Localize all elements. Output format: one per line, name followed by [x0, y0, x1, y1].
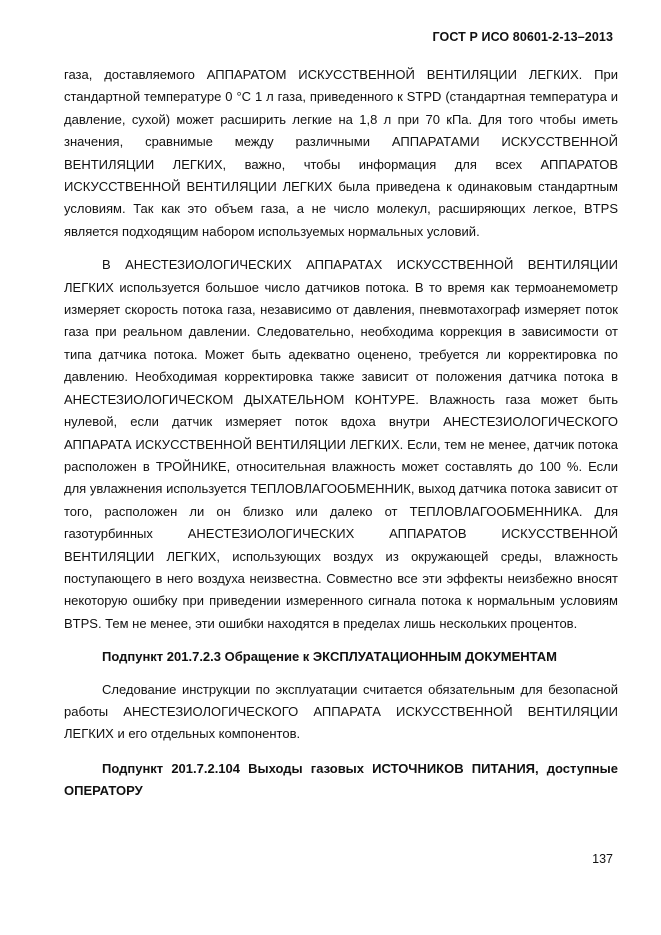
subheading-201-7-2-3: Подпункт 201.7.2.3 Обращение к ЭКСПЛУАТАЦИОННЫМ ДОКУМЕНТАМ: [102, 649, 557, 665]
subheading-201-7-2-104: Подпункт 201.7.2.104 Выходы газовых ИСТОЧНИКОВ ПИТАНИЯ, доступные ОПЕРАТОРУ: [64, 760, 618, 799]
paragraph-flow-sensors: В АНЕСТЕЗИОЛОГИЧЕСКИХ АППАРАТАХ ИСКУССТВЕННОЙ ВЕНТИЛЯЦИИ ЛЕГКИХ используется большое число датчиков потока. В то время как термоанемометр измеряет скорость потока газа, независимо от давления, пневмотахограф измеряет поток газа при реальном давлении. Следовательно, необходима коррекция в зависимости от типа датчика потока. Может быть адекватно оценено, требуется ли корректировка по давлению. Необходимая корректировка также зависит от положения датчика потока в АНЕСТЕЗИОЛОГИЧЕСКОМ ДЫХАТЕЛЬНОМ КОНТУРЕ. Влажность газа может быть нулевой, если датчик измеряет поток вдоха внутри АНЕСТЕЗИОЛОГИЧЕСКОГО АППАРАТА ИСКУССТВЕННОЙ ВЕНТИЛЯЦИИ ЛЕГКИХ. Если, тем не менее, датчик потока расположен в ТРОЙНИКЕ, относительная влажность может составлять до 100 %. Если для увлажнения используется ТЕПЛОВЛАГООБМЕННИК, выход датчика потока зависит от того, расположен ли он близко или далеко от ТЕПЛОВЛАГООБМЕННИКА. Для газотурбинных АНЕСТЕЗИОЛОГИЧЕСКИХ АППАРАТОВ ИСКУССТВЕННОЙ ВЕНТИЛЯЦИИ ЛЕГКИХ, использующих воздух из окружающей среды, влажность поступающего в него воздуха неизвестна. Совместно все эти эффекты неизбежно вносят некоторую ошибку при приведении измеренного сигнала потока к нормальным условиям BTPS. Тем не менее, эти ошибки находятся в пределах лишь нескольких процентов.: [64, 257, 618, 631]
paragraph-instructions: Следование инструкции по эксплуатации считается обязательным для безопасной работы АНЕСТЕЗИОЛОГИЧЕСКОГО АППАРАТА ИСКУССТВЕННОЙ ВЕНТИЛЯЦИИ ЛЕГКИХ и его отдельных компонентов.: [64, 681, 618, 742]
paragraph-gas-conditions: газа, доставляемого АППАРАТОМ ИСКУССТВЕННОЙ ВЕНТИЛЯЦИИ ЛЕГКИХ. При стандартной температуре 0 °С 1 л газа, приведенного к STPD (стандартная температура и давление, сухой) может расширить легкие на 1,8 л при 70 кПа. Для того чтобы иметь значения, сравнимые между различными АППАРАТАМИ ИСКУССТВЕННОЙ ВЕНТИЛЯЦИИ ЛЕГКИХ, важно, чтобы информация для всех АППАРАТОВ ИСКУССТВЕННОЙ ВЕНТИЛЯЦИИ ЛЕГКИХ была приведена к одинаковым стандартным условиям. Так как это объем газа, а не число молекул, расширяющих легкое, BTPS является подходящим набором используемых нормальных условий.: [64, 67, 618, 239]
standard-header: ГОСТ Р ИСО 80601-2-13–2013: [432, 30, 613, 44]
document-body: [64, 64, 618, 803]
page-number: 137: [592, 852, 613, 866]
